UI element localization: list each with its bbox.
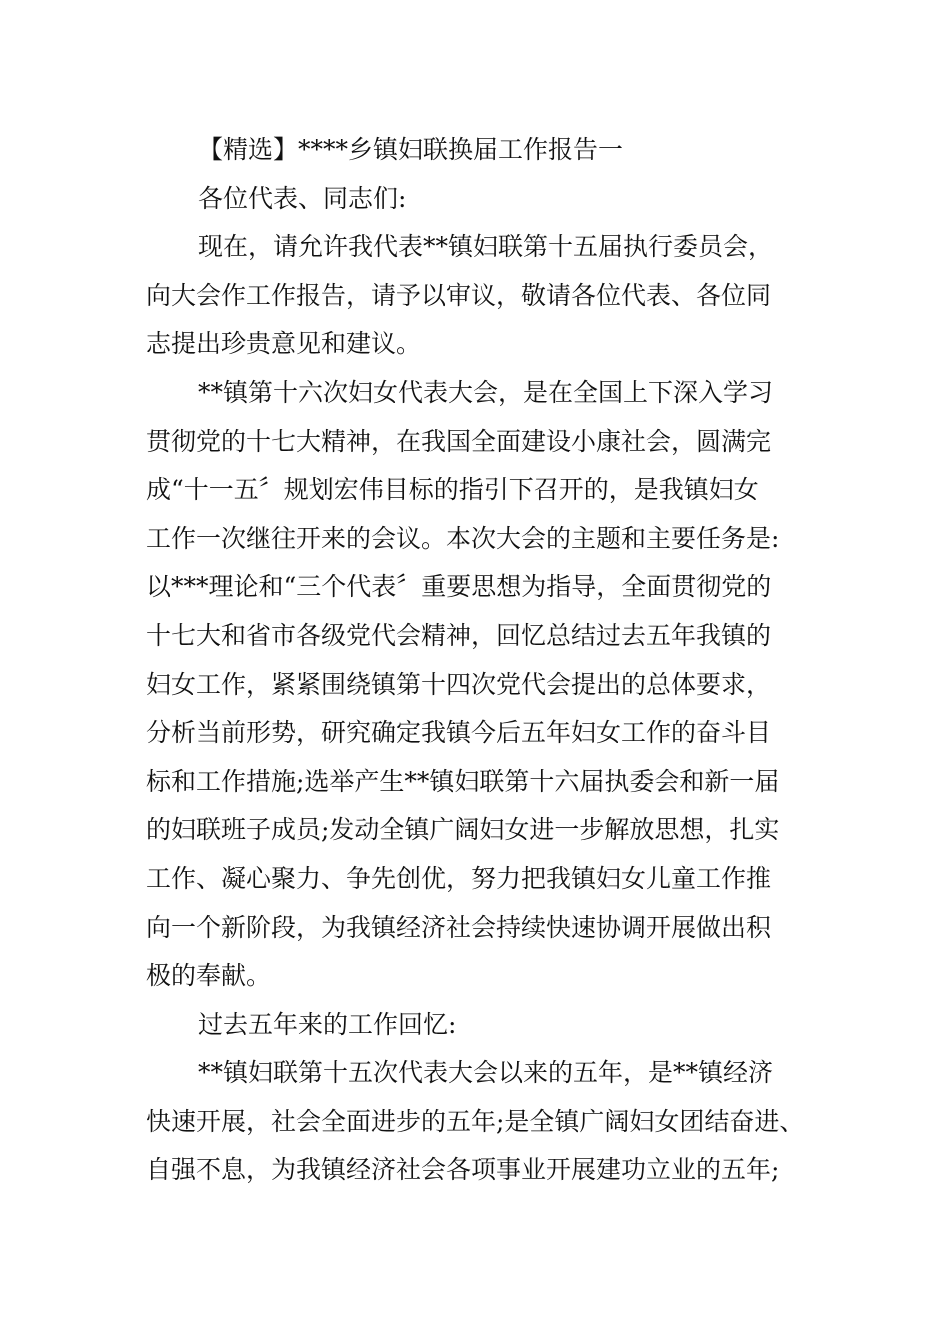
- paragraph-line: 向大会作工作报告，请予以审议，敬请各位代表、各位同: [146, 280, 772, 310]
- paragraph-line: 标和工作措施;选举产生**镇妇联第十六届执委会和新一届: [146, 766, 780, 796]
- paragraph-line: 贯彻党的十七大精神，在我国全面建设小康社会，圆满完: [146, 426, 772, 456]
- document-title: 【精选】****乡镇妇联换届工作报告一: [198, 135, 624, 164]
- paragraph-line: 分析当前形势，研究确定我镇今后五年妇女工作的奋斗目: [146, 718, 772, 748]
- paragraph-line: 自强不息，为我镇经济社会各项事业开展建功立业的五年;: [146, 1155, 780, 1185]
- paragraph-line: 快速开展，社会全面进步的五年;是全镇广阔妇女团结奋进、: [146, 1106, 805, 1136]
- paragraph-line: 极的奉献。: [146, 961, 272, 991]
- document-body: [146, 126, 846, 1195]
- paragraph-1: [146, 223, 846, 369]
- paragraph-line: 以***理论和“三个代表〞重要思想为指导，全面贯彻党的: [146, 572, 772, 602]
- paragraph-line: 妇女工作，紧紧围绕镇第十四次党代会提出的总体要求，: [146, 669, 772, 699]
- paragraph-line: **镇第十六次妇女代表大会，是在全国上下深入学习: [198, 377, 774, 407]
- paragraph-line: 的妇联班子成员;发动全镇广阔妇女进一步解放思想，扎实: [146, 815, 780, 845]
- paragraph-line: 向一个新阶段，为我镇经济社会持续快速协调开展做出积: [146, 912, 772, 942]
- paragraph-line: 工作一次继往开来的会议。本次大会的主题和主要任务是:: [146, 523, 780, 553]
- paragraph-line: 志提出珍贵意见和建议。: [146, 329, 422, 359]
- paragraph-line: 现在，请允许我代表**镇妇联第十五届执行委员会，: [198, 232, 774, 262]
- paragraph-line: 十七大和省市各级党代会精神，回忆总结过去五年我镇的: [146, 620, 772, 650]
- section-heading: 过去五年来的工作回忆:: [198, 1009, 457, 1039]
- salutation: 各位代表、同志们:: [198, 183, 407, 213]
- paragraph-line: **镇妇联第十五次代表大会以来的五年，是**镇经济: [198, 1058, 774, 1088]
- paragraph-line: 工作、凝心聚力、争先创优，努力把我镇妇女儿童工作推: [146, 863, 772, 893]
- paragraph-3: [146, 1049, 846, 1195]
- paragraph-2: [146, 369, 846, 1001]
- paragraph-line: 成“十一五〞规划宏伟目标的指引下召开的，是我镇妇女: [146, 475, 759, 505]
